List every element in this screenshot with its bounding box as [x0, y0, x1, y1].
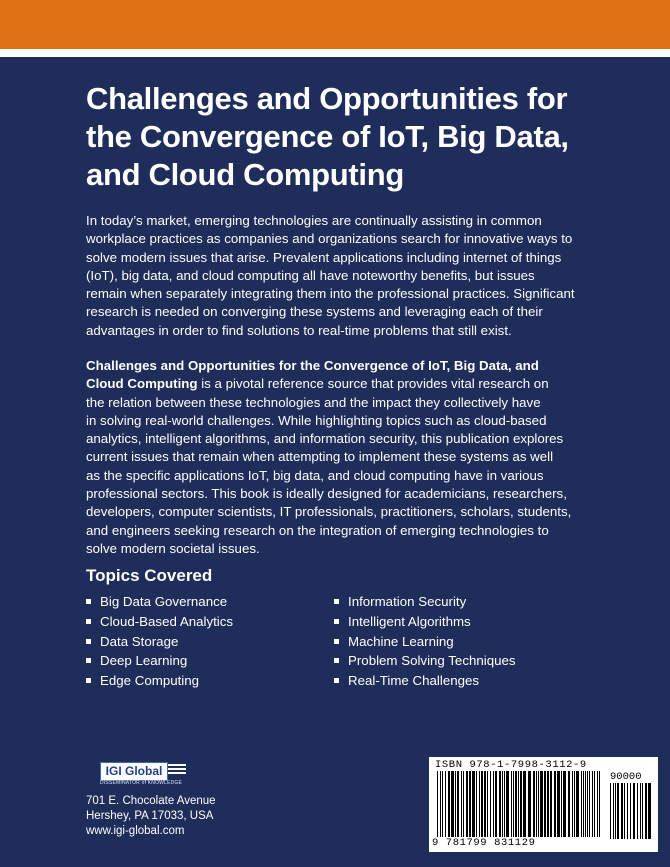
text-line: the relation between these technologies and the impact they collectively have	[86, 394, 541, 410]
barcode-bar	[568, 771, 570, 837]
topic-label: Information Security	[348, 594, 467, 609]
barcode-bar	[597, 771, 598, 837]
barcode-bar	[506, 771, 509, 837]
logo-tagline: DISSEMINATOR of KNOWLEDGE	[100, 780, 183, 786]
barcode-bar	[637, 783, 638, 839]
barcode-bar	[557, 771, 560, 837]
barcode-bar	[451, 771, 454, 837]
barcode-bar	[561, 771, 562, 837]
barcode-bar	[550, 771, 552, 837]
barcode-bar	[437, 771, 438, 837]
bullet-icon	[334, 619, 339, 624]
barcode-bar	[554, 771, 556, 837]
text-line	[86, 357, 586, 375]
text-line: solve modern societal issues.	[86, 540, 260, 556]
bullet-icon	[86, 639, 91, 644]
logo-wordmark: IGI Global	[100, 762, 168, 781]
bullet-icon	[86, 599, 91, 604]
barcode-bar	[583, 771, 584, 837]
barcode-bar	[490, 771, 491, 837]
barcode-bar	[440, 771, 441, 837]
barcode-bar	[627, 783, 628, 839]
text-line: In today’s market, emerging technologies are continually assisting in common	[86, 213, 542, 228]
text-line	[86, 375, 586, 393]
topic-item	[334, 612, 516, 632]
description-paragraph-2	[86, 357, 586, 558]
barcode-bar	[515, 771, 517, 837]
topics-heading: Topics Covered	[86, 566, 213, 585]
bold-title-ref: Cloud Computing	[86, 376, 198, 392]
bullet-icon	[86, 678, 91, 683]
barcode-bar	[581, 771, 582, 837]
barcode-digits: 9 781799 831129	[432, 837, 536, 849]
publisher-address	[86, 794, 216, 839]
barcode-bar	[642, 783, 643, 839]
barcode-bar	[463, 771, 464, 837]
text-line: current issues that remain when attempting to implement these systems as well	[86, 449, 554, 465]
barcode-bar	[448, 771, 450, 837]
barcode-bar	[633, 783, 635, 839]
publisher-logo	[100, 762, 188, 786]
topic-label: Big Data Governance	[100, 594, 228, 609]
topic-label: Real-Time Challenges	[348, 673, 480, 689]
title-line: Challenges and Opportunities for	[86, 81, 568, 116]
barcode-bar	[523, 771, 526, 837]
barcode-bar	[587, 771, 588, 837]
barcode-bar	[617, 783, 619, 839]
barcode-bar	[592, 771, 593, 837]
barcode-bar	[613, 783, 614, 839]
text-line: analytics, intelligent algorithms, and information security, this publication explores	[86, 431, 564, 447]
topic-label: Cloud-Based Analytics	[100, 613, 234, 629]
book-title	[86, 80, 626, 194]
bullet-icon	[334, 678, 339, 683]
barcode-bar	[528, 771, 531, 837]
text-line: as the specific applications IoT, big data, and cloud computing have in various	[86, 467, 544, 483]
barcode-bar	[572, 771, 573, 837]
barcode-bar	[538, 771, 539, 837]
barcode-bar	[518, 771, 519, 837]
topic-item	[334, 592, 516, 612]
text-line: developers, computer scientists, IT professionals, practitioners, scholars, students,	[86, 504, 572, 520]
topic-label: Deep Learning	[100, 653, 188, 669]
topic-label: Problem Solving Techniques	[348, 653, 516, 669]
text-line: remain when separately integrating them into the professional practices. Significant	[86, 286, 575, 302]
topic-item	[86, 651, 233, 671]
text-line: in solving real-world challenges. While highlighting topics such as cloud-based	[86, 412, 547, 428]
barcode-bar	[466, 771, 468, 837]
top-orange-band	[0, 0, 670, 49]
bullet-icon	[86, 658, 91, 663]
text-line: and engineers seeking research on the integration of emerging technologies to	[86, 522, 549, 538]
text-line: advantages in order to find solutions to real-time problems that still exist.	[86, 322, 512, 338]
barcode-bar	[624, 783, 625, 839]
bullet-icon	[86, 619, 91, 624]
barcode-bar	[594, 771, 595, 837]
barcode-bar	[621, 783, 623, 839]
title-line: the Convergence of IoT, Big Data,	[86, 119, 569, 154]
address-line: 701 E. Chocolate Avenue	[86, 795, 216, 807]
barcode-bar	[544, 771, 546, 837]
barcode-bar	[574, 771, 575, 837]
barcode-bar	[502, 771, 503, 837]
barcode-bar	[457, 771, 459, 837]
barcode-bar	[547, 771, 549, 837]
topic-item	[334, 632, 516, 652]
bold-title-ref: Challenges and Opportunities for the Convergence of IoT, Big Data, and	[86, 358, 539, 373]
barcode-bar	[493, 771, 494, 837]
barcode-bar	[442, 771, 443, 837]
barcode-bar	[513, 771, 514, 837]
topic-label: Edge Computing	[100, 673, 200, 689]
address-line: www.igi-global.com	[86, 825, 185, 837]
barcode-bar	[576, 771, 579, 837]
barcode-bar	[455, 771, 456, 837]
barcode-bar	[610, 783, 611, 839]
barcode-panel	[429, 757, 658, 852]
barcode-bar	[495, 771, 497, 837]
topic-item	[334, 671, 516, 691]
text-fragment: is a pivotal reference source that provides vital research on	[197, 376, 549, 392]
barcode-bar	[540, 771, 543, 837]
barcode-bar	[645, 783, 647, 839]
barcode-addon-icon	[610, 783, 652, 839]
barcode-bar	[484, 771, 486, 837]
white-stripe	[0, 49, 670, 57]
bullet-icon	[334, 658, 339, 663]
topic-item	[86, 632, 233, 652]
bullet-icon	[334, 639, 339, 644]
barcode-bar	[499, 771, 501, 837]
barcode-bar	[504, 771, 505, 837]
topic-label: Machine Learning	[348, 633, 454, 649]
barcode-bar	[520, 771, 522, 837]
barcode-bar	[481, 771, 483, 837]
barcode-bar	[476, 771, 477, 837]
barcode-bar	[648, 783, 651, 839]
barcode-bar	[599, 771, 600, 837]
barcode-bar	[469, 771, 471, 837]
barcode-bar	[479, 771, 480, 837]
topics-list-right	[334, 592, 516, 691]
barcode-bars-icon	[437, 771, 602, 837]
barcode-bar	[533, 771, 535, 837]
barcode-bar	[445, 771, 446, 837]
barcode-bar	[630, 783, 631, 839]
topic-item	[86, 671, 233, 691]
barcode-bar	[461, 771, 462, 837]
barcode-bar	[511, 771, 512, 837]
barcode-bar	[487, 771, 488, 837]
topic-label: Intelligent Algorithms	[348, 613, 471, 629]
isbn-text: ISBN 978-1-7998-3112-9	[435, 759, 587, 771]
barcode-bar	[563, 771, 566, 837]
text-line: research is needed on converging these systems and leveraging each of their	[86, 304, 543, 320]
topic-item	[334, 651, 516, 671]
text-line: professional sectors. This book is ideally designed for academicians, researchers,	[86, 486, 567, 502]
bullet-icon	[334, 599, 339, 604]
text-line: (IoT), big data, and cloud computing all have noteworthy benefits, but issues	[86, 267, 535, 283]
barcode-bar	[536, 771, 537, 837]
text-line: solve modern issues that arise. Prevalent applications including internet of things	[86, 249, 562, 265]
barcode-bar	[585, 771, 586, 837]
address-line: Hershey, PA 17033, USA	[86, 810, 214, 822]
topics-list-left	[86, 592, 233, 691]
price-code: 90000	[610, 771, 642, 783]
barcode-bar	[589, 771, 590, 837]
barcode-bar	[472, 771, 475, 837]
topic-label: Data Storage	[100, 633, 179, 649]
topic-item	[86, 592, 233, 612]
logo-stripes-icon	[168, 764, 186, 778]
barcode-bar	[640, 783, 641, 839]
description-paragraph-1	[86, 212, 586, 340]
barcode-bar	[615, 783, 616, 839]
topic-item	[86, 612, 233, 632]
title-line: and Cloud Computing	[86, 157, 405, 192]
text-line: workplace practices as companies and organizations search for innovative ways to	[86, 231, 573, 247]
